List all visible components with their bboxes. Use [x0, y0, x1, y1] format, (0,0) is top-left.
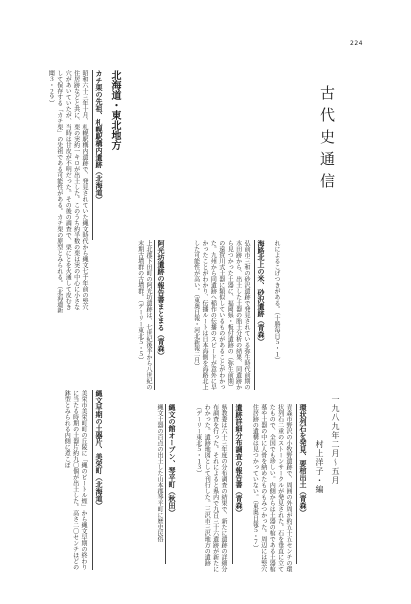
article-body: 県教委は六十三年度の分布調査の結果で、新たに遺跡の詳細分布調査を行った。それによると県内で九百三十六遺跡が新たにわかった。遺跡地図として刊行した。三沢市三沢地方の遺跡（デーリー東北５・１３） — [194, 404, 227, 572]
article-body: 上北郡下田町の阿光坊遺跡は、七世紀後半から八世紀の末期古墳群の古墳群。（デーリー東北５・５） — [136, 240, 152, 390]
article-title: 海路北上の米、砂沢遺跡（青森） — [254, 240, 265, 390]
article-title: 縄文早期の土器片、美栄町（北海道） — [92, 390, 103, 570]
column-title: 古代史通信 — [318, 85, 336, 195]
article-title: カチ栗の先祖、札幌駅構内遺跡（北海道） — [92, 70, 103, 240]
article-title: 縄文の館オープン、琴平町（秋田） — [165, 404, 176, 564]
article-body: 美栄市美栄町町の丘陵に「縄のビートル煙」から縄文早期の終わりに当たる時期の土器片約九〇個が出土した。高さ二〇センチほどの鉢型とみられる内側に煮こぼ — [63, 390, 87, 570]
region-heading: 北海道・東北地方 — [109, 70, 120, 150]
article-title: 阿光坊遺跡の報告書まとまる（青森） — [154, 240, 165, 390]
article-title: 遺跡詳細分布調査の報告書（青森） — [232, 404, 243, 564]
article-body: 昭和六十三年十月、札幌駅構内遺跡で、発見されていた縄文時代から縄文七千年前の竪穴住居跡などと共に、栗の実約一キロが出土した。このうち約半数の栗は実の中心に小さな穴があいていたが、当時は甘皮が不明だった。その後の調査で、栗にとを火通して皮むきして保存する「カチ栗」の先祖である可能性がある。カチ栗の原型とみられる。（北海道新聞３・２９） — [47, 70, 88, 313]
date-range: 一九八九年二月～五月 — [331, 395, 340, 485]
article-body: 縄文土器の百点の出土した山本郡琴平町に歴史民俗 — [156, 404, 163, 542]
page-number: 224 — [350, 40, 363, 47]
article-body: 青森市野沢の小牧野遺跡で、周囲の外周が約五十五センチの環状列石二重のストーンサークルが発見された。石を垂直に立てたもので、全国でも珍しい。内側からは土器の棺である土器棺墓や土器の中に人骨を納めたものもみつかった。周辺には竪穴住居跡の遺構は見つかっていない。（東奥日報５・７） — [251, 404, 292, 572]
article-body: れによるこげつきがある。（十勝毎日５・１） — [273, 240, 280, 363]
article-body: 弘前市三和の砂沢遺跡で発見されている弥生時代前期の水田跡から、出土した土器の胎土分析の結果、同遺跡から見つかった土器に、福岡県・板付遺跡の（弥生前期）の遠賀川式土器に類似しているものがあることがわかった。九州から同遺跡へ稲作の伝播のスピードが意外に早かったことがわかり、伝播ルートは日本海側を海路北上した可能性が高い。（東奥日報・河北新報二月） — [192, 240, 250, 390]
editor-credit: 村上洋子・編 — [315, 440, 324, 494]
article-title: 環状列石を発見、要棺出土（青森） — [296, 404, 307, 564]
